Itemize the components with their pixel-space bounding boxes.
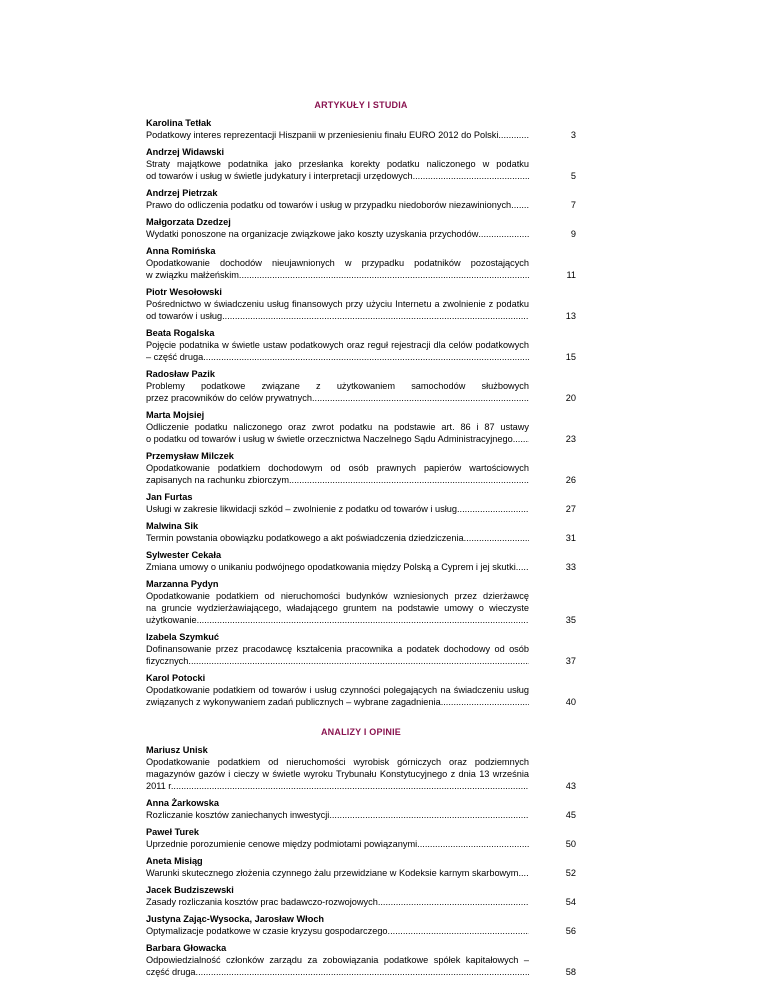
entry-author: Radosław Pazik bbox=[146, 369, 215, 379]
page-number: 50 bbox=[565, 839, 576, 849]
page-number: 27 bbox=[565, 504, 576, 514]
entry-title-line: Pojęcie podatnika w świetle ustaw podatkowych oraz reguł rejestracji dla celów podatkowych bbox=[146, 340, 529, 350]
section-heading: ANALIZY I OPINIE bbox=[320, 727, 402, 737]
entry-title-line bbox=[146, 809, 529, 821]
entry-title-line bbox=[146, 696, 529, 708]
dot-leader bbox=[197, 614, 529, 626]
entry-title-text: użytkowanie bbox=[146, 615, 197, 625]
entry-title-line: Straty majątkowe podatnika jako przesłanka korekty podatku naliczonego w podatku bbox=[146, 159, 529, 169]
entry-title-line bbox=[146, 532, 529, 544]
dot-leader bbox=[511, 199, 529, 211]
entry-title bbox=[146, 954, 529, 978]
entry-title-text: przez pracowników do celów prywatnych bbox=[146, 393, 312, 403]
entry-author: Justyna Zając-Wysocka, Jarosław Włoch bbox=[146, 914, 325, 924]
entry-title-line: na gruncie wydzierżawiającego, władającego gruntem na podstawie umowy o wieczyste bbox=[146, 603, 529, 613]
dot-leader bbox=[222, 310, 529, 322]
toc-entry bbox=[146, 549, 576, 573]
page-number: 11 bbox=[566, 270, 576, 280]
page-number: 31 bbox=[565, 533, 576, 543]
dot-leader bbox=[378, 896, 529, 908]
entry-author: Anna Romińska bbox=[146, 246, 216, 256]
page-number: 58 bbox=[565, 967, 576, 977]
entry-title bbox=[146, 228, 529, 240]
entry-title-text: od towarów i usług bbox=[146, 311, 223, 321]
entry-author: Jan Furtas bbox=[146, 492, 193, 502]
entry-title-text: Podatkowy interes reprezentacji Hiszpanii w przeniesieniu finału EURO 2012 do Polski bbox=[146, 130, 499, 140]
entry-title-line bbox=[146, 896, 529, 908]
entry-title-text: Prawo do odliczenia podatku od towarów i usług w przypadku niedoborów niezawinionych bbox=[146, 200, 512, 210]
entry-title-text: w związku małżeńskim bbox=[146, 270, 239, 280]
dot-leader bbox=[417, 838, 529, 850]
dot-leader bbox=[173, 780, 529, 792]
page-number: 20 bbox=[565, 393, 576, 403]
toc-entry bbox=[146, 672, 576, 708]
entry-title-text: Uprzednie porozumienie cenowe między podmiotami powiązanymi bbox=[146, 839, 418, 849]
toc-entry bbox=[146, 942, 576, 978]
entry-title bbox=[146, 925, 529, 937]
toc-entry bbox=[146, 450, 576, 486]
entry-author: Karolina Tetłak bbox=[146, 118, 212, 128]
toc-entry bbox=[146, 578, 576, 626]
entry-title-line bbox=[146, 838, 529, 850]
entry-title-line bbox=[146, 433, 529, 445]
dot-leader bbox=[312, 392, 529, 404]
entry-title-text: od towarów i usług w świetle judykatury i interpretacji urzędowych bbox=[146, 171, 413, 181]
entry-author: Paweł Turek bbox=[146, 827, 199, 837]
toc-entry bbox=[146, 187, 576, 211]
entry-title bbox=[146, 896, 529, 908]
dot-leader bbox=[203, 351, 529, 363]
entry-title-line bbox=[146, 199, 529, 211]
toc-entry bbox=[146, 117, 576, 141]
toc-entry bbox=[146, 520, 576, 544]
toc-entry bbox=[146, 884, 576, 908]
page-number: 35 bbox=[565, 615, 576, 625]
entry-author: Małgorzata Dzedzej bbox=[146, 217, 231, 227]
entry-title-line: Odliczenie podatku naliczonego oraz zwrot podatku na podstawie art. 86 i 87 ustawy bbox=[146, 422, 529, 432]
entry-title-text: Zmiana umowy o unikaniu podwójnego opodatkowania między Polską a Cyprem i jej skutki bbox=[146, 562, 516, 572]
entry-author: Mariusz Unisk bbox=[146, 745, 208, 755]
entry-title-text: związanych z wykonywaniem zadań publicznych – wybrane zagadnienia bbox=[146, 697, 441, 707]
page-number: 5 bbox=[570, 171, 576, 181]
entry-title bbox=[146, 684, 529, 708]
entry-title-text: 2011 r. bbox=[146, 781, 174, 791]
entry-author: Andrzej Pietrzak bbox=[146, 188, 218, 198]
entry-title-line: Opodatkowanie podatkiem od towarów i usług czynności polegających na świadczeniu usług bbox=[146, 685, 529, 695]
entry-title-text: Termin powstania obowiązku podatkowego a akt poświadczenia dziedziczenia bbox=[146, 533, 464, 543]
toc-entry bbox=[146, 855, 576, 879]
dot-leader bbox=[464, 532, 529, 544]
toc-entry bbox=[146, 797, 576, 821]
entry-title-line: Problemy podatkowe związane z użytkowaniem samochodów służbowych bbox=[146, 381, 529, 391]
entry-title bbox=[146, 339, 529, 363]
table-of-contents bbox=[146, 100, 576, 983]
entry-author: Sylwester Cekała bbox=[146, 550, 222, 560]
entry-title-text: Zasady rozliczania kosztów prac badawczo-rozwojowych bbox=[146, 897, 378, 907]
dot-leader bbox=[289, 474, 529, 486]
toc-entry bbox=[146, 368, 576, 404]
entry-title-line: Dofinansowanie przez pracodawcę kształcenia pracownika a podatek dochodowy od osób bbox=[146, 644, 529, 654]
entry-title-text: o podatku od towarów i usług w świetle orzecznictwa Naczelnego Sądu Administracyjnego bbox=[146, 434, 513, 444]
page-number: 33 bbox=[565, 562, 576, 572]
dot-leader bbox=[457, 503, 529, 515]
entry-title bbox=[146, 421, 529, 445]
entry-title bbox=[146, 380, 529, 404]
dot-leader bbox=[188, 655, 529, 667]
entry-title-line bbox=[146, 614, 529, 626]
entry-title bbox=[146, 503, 529, 515]
toc-entry bbox=[146, 744, 576, 792]
entry-title bbox=[146, 590, 529, 626]
entry-title-line bbox=[146, 966, 529, 978]
dot-leader bbox=[329, 809, 529, 821]
toc-entry bbox=[146, 631, 576, 667]
page-number: 26 bbox=[565, 475, 576, 485]
dot-leader bbox=[498, 129, 529, 141]
entry-title-line bbox=[146, 351, 529, 363]
entry-author: Jacek Budziszewski bbox=[146, 885, 234, 895]
page-number: 9 bbox=[570, 229, 576, 239]
entry-title-text: Optymalizacje podatkowe w czasie kryzysu gospodarczego bbox=[146, 926, 388, 936]
dot-leader bbox=[518, 867, 529, 879]
entry-title-line bbox=[146, 228, 529, 240]
entry-title-text: Rozliczanie kosztów zaniechanych inwestycji bbox=[146, 810, 330, 820]
entry-title-line bbox=[146, 310, 529, 322]
entry-title-line bbox=[146, 925, 529, 937]
toc-entry bbox=[146, 245, 576, 281]
toc-entry bbox=[146, 216, 576, 240]
entry-author: Beata Rogalska bbox=[146, 328, 215, 338]
entry-author: Piotr Wesołowski bbox=[146, 287, 222, 297]
toc-entry bbox=[146, 491, 576, 515]
entry-author: Aneta Misiąg bbox=[146, 856, 203, 866]
page-number: 3 bbox=[570, 130, 576, 140]
entry-title bbox=[146, 532, 529, 544]
entry-title bbox=[146, 129, 529, 141]
entry-title bbox=[146, 462, 529, 486]
entry-title-line bbox=[146, 561, 529, 573]
entry-title-text: zapisanych na rachunku zbiorczym bbox=[146, 475, 289, 485]
entry-author: Malwina Sik bbox=[146, 521, 199, 531]
entry-author: Anna Żarkowska bbox=[146, 798, 220, 808]
entry-author: Andrzej Widawski bbox=[146, 147, 225, 157]
page-number: 15 bbox=[565, 352, 576, 362]
entry-title-text: Warunki skutecznego złożenia czynnego żalu przewidziane w Kodeksie karnym skarbowym bbox=[146, 868, 519, 878]
entry-title bbox=[146, 158, 529, 182]
entry-title bbox=[146, 257, 529, 281]
entry-title-text: Usługi w zakresie likwidacji szkód – zwolnienie z podatku od towarów i usług bbox=[146, 504, 457, 514]
entry-title bbox=[146, 809, 529, 821]
toc-entry bbox=[146, 286, 576, 322]
page-number: 13 bbox=[565, 311, 576, 321]
entry-title-line: Odpowiedzialność członków zarządu za zobowiązania podatkowe spółek kapitałowych – bbox=[146, 955, 529, 965]
entry-title-line bbox=[146, 129, 529, 141]
dot-leader bbox=[388, 925, 529, 937]
entry-title-line: Opodatkowanie podatkiem dochodowym od osób prawnych papierów wartościowych bbox=[146, 463, 529, 473]
section-spacer bbox=[146, 713, 576, 727]
entry-author: Barbara Głowacka bbox=[146, 943, 227, 953]
page-number: 45 bbox=[565, 810, 576, 820]
entry-author: Przemysław Milczek bbox=[146, 451, 234, 461]
toc-entry bbox=[146, 409, 576, 445]
dot-leader bbox=[196, 966, 529, 978]
entry-title bbox=[146, 199, 529, 211]
entry-title-text: część druga bbox=[146, 967, 196, 977]
entry-title-line: Pośrednictwo w świadczeniu usług finansowych przy użyciu Internetu a zwolnienie z podatku bbox=[146, 299, 529, 309]
toc-entry bbox=[146, 826, 576, 850]
entry-title-line: Opodatkowanie dochodów nieujawnionych w przypadku podatników pozostających bbox=[146, 258, 529, 268]
entry-title bbox=[146, 561, 529, 573]
section-heading: ARTYKUŁY I STUDIA bbox=[314, 100, 408, 110]
entry-title bbox=[146, 838, 529, 850]
entry-author: Marzanna Pydyn bbox=[146, 579, 219, 589]
entry-title-line: magazynów gazów i cieczy w świetle wyroku Trybunału Konstytucyjnego z dnia 13 września bbox=[146, 769, 529, 779]
page-number: 56 bbox=[565, 926, 576, 936]
dot-leader bbox=[516, 561, 529, 573]
entry-author: Karol Potocki bbox=[146, 673, 206, 683]
entry-title-line bbox=[146, 170, 529, 182]
entry-author: Izabela Szymkuć bbox=[146, 632, 220, 642]
entry-title-line bbox=[146, 269, 529, 281]
page-number: 23 bbox=[565, 434, 576, 444]
entry-author: Marta Mojsiej bbox=[146, 410, 205, 420]
page-number: 54 bbox=[565, 897, 576, 907]
entry-title bbox=[146, 867, 529, 879]
entry-title-line: Opodatkowanie podatkiem od nieruchomości wyrobisk górniczych oraz podziemnych bbox=[146, 757, 529, 767]
entry-title-line: Opodatkowanie podatkiem od nieruchomości budynków wzniesionych przez dzierżawcę bbox=[146, 591, 529, 601]
entry-title bbox=[146, 298, 529, 322]
page-number: 7 bbox=[570, 200, 576, 210]
entry-title-text: – część druga bbox=[146, 352, 204, 362]
entry-title bbox=[146, 643, 529, 667]
entry-title-line bbox=[146, 503, 529, 515]
page-number: 52 bbox=[565, 868, 576, 878]
entry-title-line bbox=[146, 392, 529, 404]
dot-leader bbox=[239, 269, 529, 281]
page-number: 37 bbox=[565, 656, 576, 666]
dot-leader bbox=[513, 433, 529, 445]
entry-title-line bbox=[146, 867, 529, 879]
entry-title-line bbox=[146, 780, 529, 792]
entry-title-text: fizycznych bbox=[146, 656, 189, 666]
entry-title-line bbox=[146, 655, 529, 667]
toc-entry bbox=[146, 327, 576, 363]
toc-entry bbox=[146, 146, 576, 182]
toc-entry bbox=[146, 913, 576, 937]
dot-leader bbox=[441, 696, 529, 708]
page-number: 40 bbox=[565, 697, 576, 707]
entry-title bbox=[146, 756, 529, 792]
dot-leader bbox=[413, 170, 529, 182]
entry-title-text: Wydatki ponoszone na organizacje związkowe jako koszty uzyskania przychodów bbox=[146, 229, 479, 239]
dot-leader bbox=[478, 228, 529, 240]
entry-title-line bbox=[146, 474, 529, 486]
page-number: 43 bbox=[565, 781, 576, 791]
